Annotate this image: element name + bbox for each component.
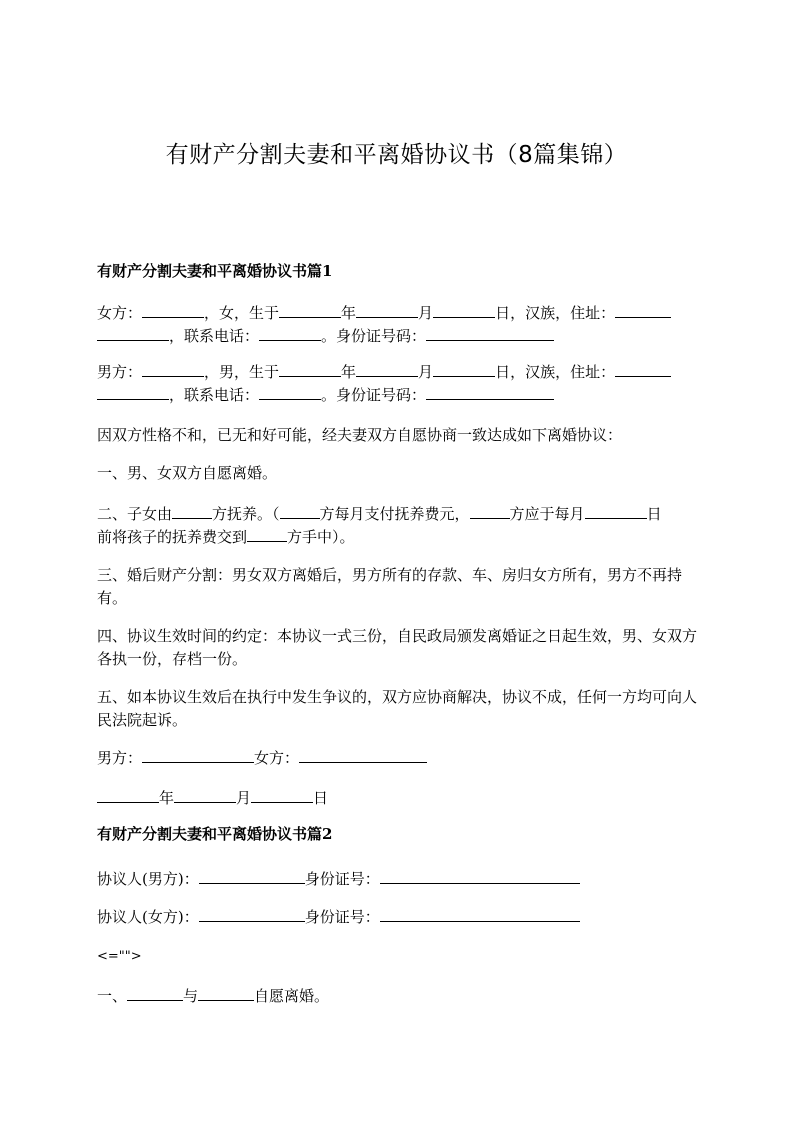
female-birth-day-blank xyxy=(433,303,495,318)
female-birth-month-blank xyxy=(356,303,418,318)
party-male-label: 协议人(男方)： xyxy=(97,870,199,888)
payer-party-blank-2 xyxy=(470,504,510,519)
male-phone-text: ，联系电话： xyxy=(169,386,260,404)
clause2-text-e: 日 xyxy=(646,505,662,523)
section2-clause1-text-b: 与 xyxy=(183,987,199,1005)
section2-clause1-text-a: 一、 xyxy=(97,987,128,1005)
female-month-text: 月 xyxy=(418,304,434,322)
signature-line xyxy=(97,747,697,770)
section2-clause-1 xyxy=(97,985,697,1008)
female-address-blank xyxy=(615,303,671,318)
clause-4: 四、协议生效时间的约定：本协议一式三份，自民政局颁发离婚证之日起生效，男、女双方各执一份，存档一份。 xyxy=(97,627,698,668)
male-year-text: 年 xyxy=(341,363,357,381)
male-id-text: 。身份证号码： xyxy=(321,386,427,404)
clause-2 xyxy=(97,503,697,549)
party-female-line xyxy=(97,906,697,929)
intro-paragraph: 因双方性格不和，已无和好可能，经夫妻双方自愿协商一致达成如下离婚协议： xyxy=(97,426,623,444)
male-month-text: 月 xyxy=(418,363,434,381)
clause-3: 三、婚后财产分割：男女双方离婚后，男方所有的存款、车、房归女方所有，男方不再持有。 xyxy=(97,566,683,607)
party-male-name-blank xyxy=(199,869,305,884)
clause2-text-g: 方手中）。 xyxy=(287,528,355,546)
party-female-name-blank xyxy=(199,907,305,922)
sign-month-blank xyxy=(174,788,236,803)
male-sex-text: ，男，生于 xyxy=(204,363,280,381)
male-name-blank xyxy=(142,362,204,377)
female-birth-year-blank xyxy=(279,303,341,318)
party-a-blank xyxy=(127,986,183,1001)
male-label: 男方： xyxy=(97,363,143,381)
payer-party-blank xyxy=(280,504,320,519)
party-male-id-blank xyxy=(380,869,580,884)
clause2-text-b: 方抚养。（ xyxy=(212,505,280,523)
female-phone-blank xyxy=(259,326,321,341)
party-female-id-label: 身份证号： xyxy=(304,908,380,926)
payment-day-blank xyxy=(585,504,647,519)
male-address-blank-2 xyxy=(97,385,169,400)
clause2-text-c: 方每月支付抚养费元， xyxy=(319,505,470,523)
female-phone-text: ，联系电话： xyxy=(169,327,260,345)
female-address-blank-2 xyxy=(97,326,169,341)
party-female-id-blank xyxy=(380,907,580,922)
female-signature-blank xyxy=(299,748,427,763)
party-male-line xyxy=(97,868,697,891)
clause-5: 五、如本协议生效后在执行中发生争议的，双方应协商解决，协议不成，任何一方均可向人民法院起诉。 xyxy=(97,688,698,729)
male-sign-label: 男方： xyxy=(97,749,143,767)
date-day-text: 日 xyxy=(313,789,329,807)
male-day-text: 日，汉族，住址： xyxy=(495,363,616,381)
party-male-id-label: 身份证号： xyxy=(304,870,380,888)
female-id-text: 。身份证号码： xyxy=(321,327,427,345)
document-title: 有财产分割夫妻和平离婚协议书（8篇集锦） xyxy=(165,142,628,168)
date-line xyxy=(97,787,697,810)
male-birth-year-blank xyxy=(279,362,341,377)
clause2-text-d: 方应于每月 xyxy=(509,505,585,523)
clause2-text-f: 前将孩子的抚养费交到 xyxy=(97,528,248,546)
male-birth-month-blank xyxy=(356,362,418,377)
female-info-paragraph xyxy=(97,302,697,348)
female-sign-label: 女方： xyxy=(254,749,300,767)
male-signature-blank xyxy=(142,748,254,763)
custody-party-blank xyxy=(172,504,212,519)
sign-year-blank xyxy=(97,788,159,803)
section2-clause1-text-c: 自愿离婚。 xyxy=(254,987,330,1005)
male-info-paragraph xyxy=(97,361,697,407)
date-year-text: 年 xyxy=(159,789,175,807)
section1-heading: 有财产分割夫妻和平离婚协议书篇1 xyxy=(97,262,333,280)
date-month-text: 月 xyxy=(236,789,252,807)
party-female-label: 协议人(女方)： xyxy=(97,908,199,926)
female-sex-text: ，女，生于 xyxy=(204,304,280,322)
female-name-blank xyxy=(142,303,204,318)
male-address-blank xyxy=(615,362,671,377)
female-day-text: 日，汉族，住址： xyxy=(495,304,616,322)
male-id-blank xyxy=(426,385,554,400)
clause2-text-a: 二、子女由 xyxy=(97,505,173,523)
female-year-text: 年 xyxy=(341,304,357,322)
male-birth-day-blank xyxy=(433,362,495,377)
sign-day-blank xyxy=(251,788,313,803)
clause-1: 一、男、女双方自愿离婚。 xyxy=(97,464,278,482)
female-label: 女方： xyxy=(97,304,143,322)
stray-markup-text: <=""> xyxy=(97,949,142,964)
recipient-party-blank xyxy=(247,527,287,542)
male-phone-blank xyxy=(259,385,321,400)
section2-heading: 有财产分割夫妻和平离婚协议书篇2 xyxy=(97,825,333,843)
female-id-blank xyxy=(426,326,554,341)
party-b-blank xyxy=(198,986,254,1001)
